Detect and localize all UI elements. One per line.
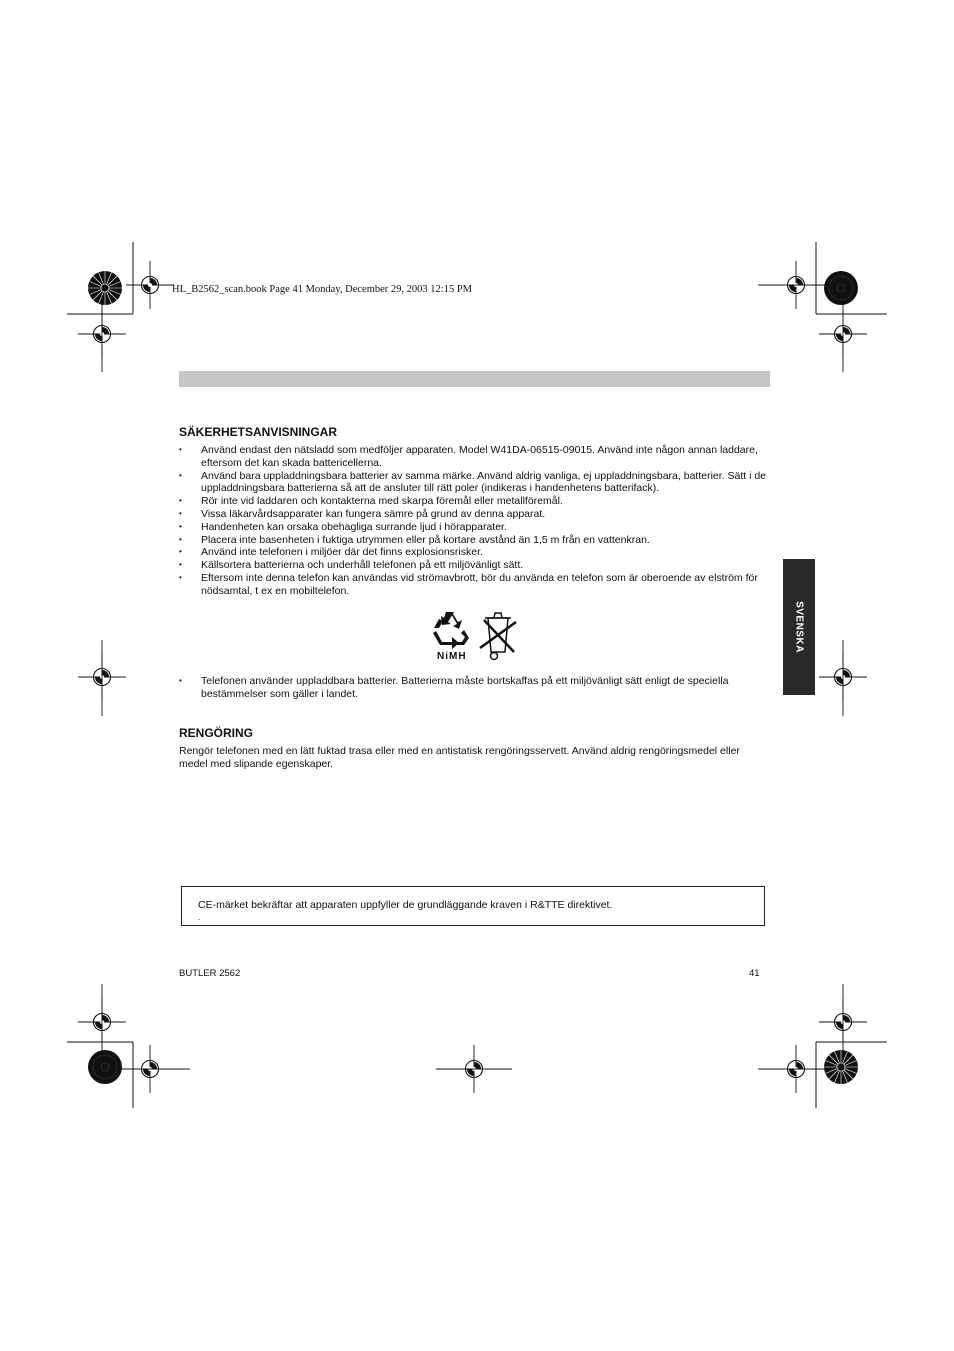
cleaning-text: Rengör telefonen med en lätt fuktad trasa eller med en antistatisk rengöringsservett. Använd aldrig rengöringsmedel eller medel med slipande egenskaper.: [179, 745, 740, 770]
recycle-icon: [430, 606, 520, 664]
footer-model: BUTLER 2562: [179, 968, 241, 979]
safety-list: [179, 444, 770, 598]
list-item: • Använd inte telefonen i miljöer där det finns explosionsrisker.: [179, 546, 770, 559]
nimh-label: NiMH: [437, 651, 467, 662]
list-item: • Rör inte vid laddaren och kontakterna med skarpa föremål eller metallföremål.: [179, 495, 770, 508]
starburst-mark: [824, 1050, 858, 1084]
ce-notice-box: [181, 886, 765, 926]
language-tab: [783, 559, 815, 695]
safety-heading: SÄKERHETSANVISNINGAR: [179, 425, 338, 439]
starburst-mark: [88, 1050, 122, 1084]
list-item: • Källsortera batterierna och underhåll telefonen på ett miljövänligt sätt.: [179, 559, 770, 572]
list-item: • Placera inte basenheten i fuktiga utrymmen eller på kortare avstånd än 1,5 m från en vattenkran.: [179, 534, 770, 547]
list-item: • Handenheten kan orsaka obehagliga surrande ljud i hörapparater.: [179, 521, 770, 534]
file-header: HL_B2562_scan.book Page 41 Monday, December 29, 2003 12:15 PM: [172, 284, 472, 295]
list-item: • Använd endast den nätsladd som medföljer apparaten. Model W41DA-06515-09015. Använd inte någon annan laddare, eftersom det kan skada battericellerna.: [179, 444, 770, 470]
crossed-bin-icon: [480, 613, 516, 660]
language-tab-label: SVENSKA: [793, 601, 805, 653]
list-item: • Använd bara uppladdningsbara batterier av samma märke. Använd aldrig vanliga, ej uppladdningsbara, batterier. Sätt i de uppladdningsbara batterierna så att de ansluter till rätt poler (indikeras i handenhetens batterifack).: [179, 470, 770, 496]
battery-list: [179, 675, 770, 701]
ce-notice-text: CE-märket bekräftar att apparaten uppfyller de grundläggande kraven i R&TTE direktivet.: [198, 899, 613, 911]
cleaning-heading: RENGÖRING: [179, 726, 254, 740]
section-bar: [179, 371, 770, 387]
footer-page-number: 41: [749, 968, 760, 979]
list-item: • Telefonen använder uppladdbara batterier. Batterierna måste bortskaffas på ett miljövänligt sätt enligt de speciella bestämmelser som gäller i landet.: [179, 675, 770, 701]
starburst-mark: [824, 271, 858, 305]
ce-notice-dot: .: [198, 913, 201, 922]
list-item: • Eftersom inte denna telefon kan användas vid strömavbrott, bör du använda en telefon som är oberoende av elström för nödsamtal, t ex en mobiltelefon.: [179, 572, 770, 598]
list-item: • Vissa läkarvårdsapparater kan fungera sämre på grund av denna apparat.: [179, 508, 770, 521]
starburst-mark: [88, 271, 122, 305]
